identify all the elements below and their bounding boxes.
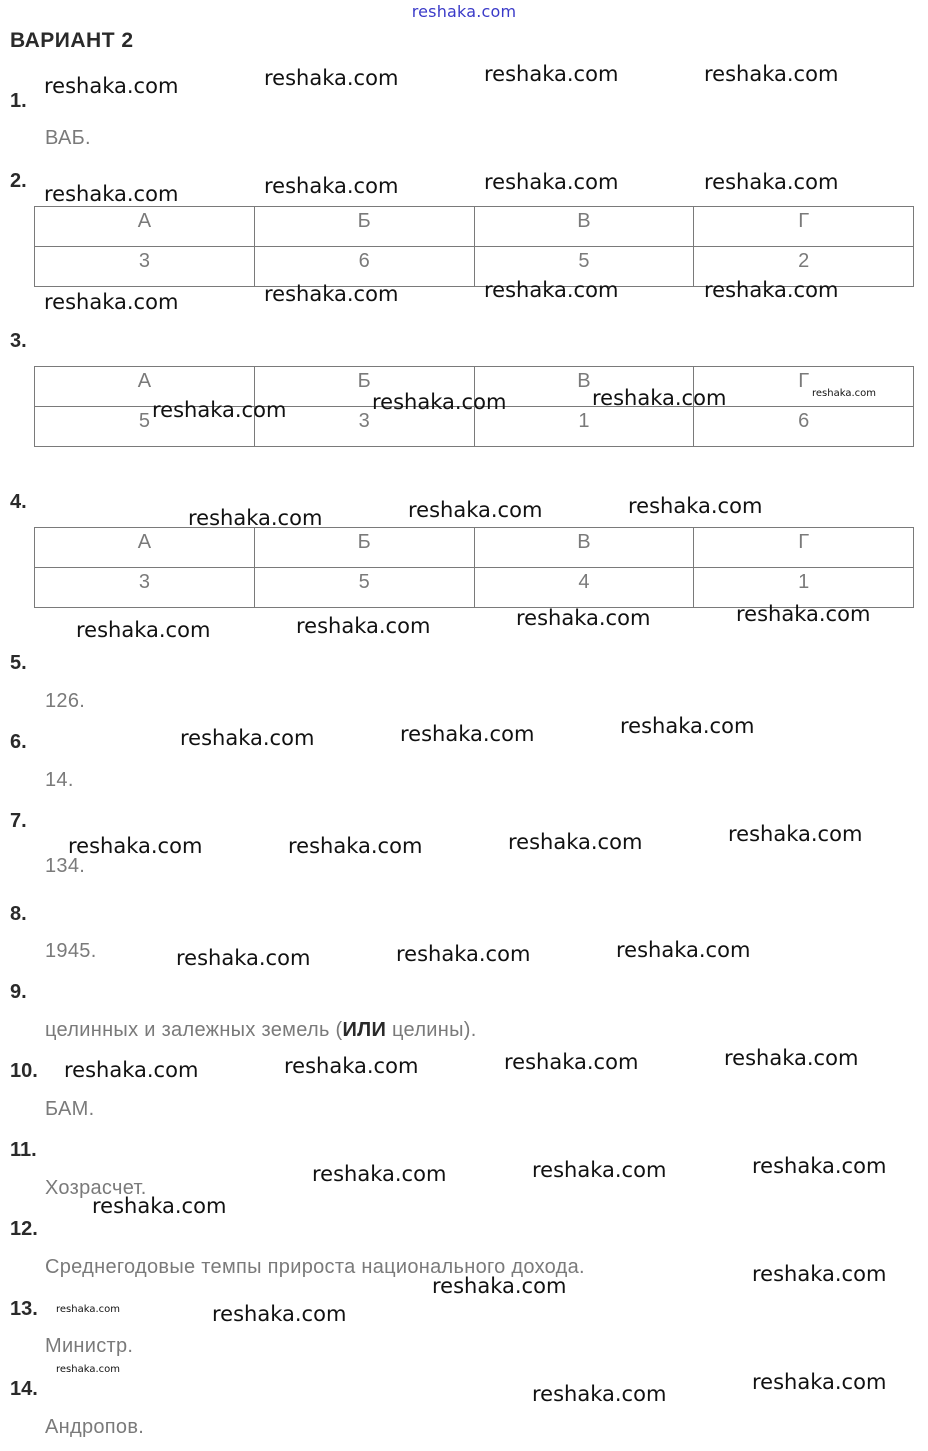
watermark: reshaka.com	[504, 1050, 639, 1074]
question-number: 5.	[10, 652, 27, 674]
watermark: reshaka.com	[396, 942, 531, 966]
table-header-row	[35, 207, 914, 247]
question-number: 10.	[10, 1060, 38, 1082]
table-header-cell: В	[474, 367, 694, 407]
watermark: reshaka.com	[724, 1046, 859, 1070]
table-header-cell: Г	[694, 207, 914, 247]
table-cell: 5	[35, 407, 255, 447]
answer-table	[34, 206, 914, 287]
watermark: reshaka.com	[44, 74, 179, 98]
watermark-small: reshaka.com	[812, 388, 876, 399]
question-number: 13.	[10, 1298, 38, 1320]
watermark: reshaka.com	[620, 714, 755, 738]
question-number: 3.	[10, 330, 27, 352]
watermark: reshaka.com	[532, 1382, 667, 1406]
answer-text: 134.	[45, 855, 86, 877]
watermark: reshaka.com	[296, 614, 431, 638]
table-header-cell: В	[474, 528, 694, 568]
watermark: reshaka.com	[68, 834, 203, 858]
table-header-cell: В	[474, 207, 694, 247]
watermark: reshaka.com	[408, 498, 543, 522]
watermark: reshaka.com	[432, 1274, 567, 1298]
watermark: reshaka.com	[64, 1058, 199, 1082]
question-number: 6.	[10, 731, 27, 753]
question-number: 7.	[10, 810, 27, 832]
watermark: reshaka.com	[484, 170, 619, 194]
watermark: reshaka.com	[516, 606, 651, 630]
watermark-small: reshaka.com	[56, 1364, 120, 1375]
table-header-row	[35, 528, 914, 568]
watermark: reshaka.com	[288, 834, 423, 858]
table-cell: 6	[694, 407, 914, 447]
page-title: ВАРИАНТ 2	[10, 29, 134, 52]
table-header-cell: Б	[254, 367, 474, 407]
table-header-cell: Б	[254, 528, 474, 568]
answer-text: ВАБ.	[45, 127, 91, 149]
answer-text: Андропов.	[45, 1416, 145, 1438]
table-cell: 3	[35, 568, 255, 608]
watermark: reshaka.com	[752, 1370, 887, 1394]
table-cell: 3	[35, 247, 255, 287]
watermark: reshaka.com	[752, 1262, 887, 1286]
watermark: reshaka.com	[484, 62, 619, 86]
site-header-link[interactable]: reshaka.com	[411, 2, 517, 21]
question-number: 1.	[10, 90, 27, 112]
table-cell: 5	[254, 568, 474, 608]
table-cell: 4	[474, 568, 694, 608]
question-number: 9.	[10, 981, 27, 1003]
table-header-cell: Г	[694, 367, 914, 407]
watermark: reshaka.com	[752, 1154, 887, 1178]
table-cell: 5	[474, 247, 694, 287]
answer-text: БАМ.	[45, 1098, 95, 1120]
watermark: reshaka.com	[180, 726, 315, 750]
table-cell: 3	[254, 407, 474, 447]
answer-text	[45, 1019, 477, 1042]
answer-text: 126.	[45, 690, 86, 712]
watermark: reshaka.com	[728, 822, 863, 846]
watermark-small: reshaka.com	[56, 1304, 120, 1315]
watermark: reshaka.com	[508, 830, 643, 854]
watermark: reshaka.com	[264, 174, 399, 198]
answer-text: Министр.	[45, 1335, 134, 1357]
answer-text: Среднегодовые темпы прироста национального дохода.	[45, 1256, 585, 1278]
answer-text-part: целины).	[386, 1019, 477, 1041]
watermark: reshaka.com	[264, 282, 399, 306]
answer-text: 1945.	[45, 940, 97, 962]
question-number: 11.	[10, 1139, 37, 1161]
answer-text-bold: ИЛИ	[342, 1019, 387, 1041]
watermark: reshaka.com	[400, 722, 535, 746]
table-header-cell: А	[35, 528, 255, 568]
watermark: reshaka.com	[284, 1054, 419, 1078]
question-number: 8.	[10, 903, 27, 925]
watermark: reshaka.com	[628, 494, 763, 518]
table-header-cell: Г	[694, 528, 914, 568]
watermark: reshaka.com	[152, 398, 287, 422]
watermark: reshaka.com	[264, 66, 399, 90]
table-cell: 2	[694, 247, 914, 287]
watermark: reshaka.com	[704, 170, 839, 194]
watermark: reshaka.com	[532, 1158, 667, 1182]
watermark: reshaka.com	[176, 946, 311, 970]
watermark: reshaka.com	[372, 390, 507, 414]
answer-table	[34, 527, 914, 608]
answer-text: 14.	[45, 769, 74, 791]
watermark: reshaka.com	[484, 278, 619, 302]
question-number: 2.	[10, 170, 27, 192]
watermark: reshaka.com	[44, 290, 179, 314]
answer-text: Хозрасчет.	[45, 1177, 147, 1199]
table-cell: 1	[474, 407, 694, 447]
watermark: reshaka.com	[704, 62, 839, 86]
watermark: reshaka.com	[92, 1194, 227, 1218]
watermark: reshaka.com	[592, 386, 727, 410]
watermark: reshaka.com	[616, 938, 751, 962]
question-number: 14.	[10, 1378, 38, 1400]
question-number: 4.	[10, 491, 27, 513]
table-header-cell: А	[35, 367, 255, 407]
watermark: reshaka.com	[44, 182, 179, 206]
watermark: reshaka.com	[736, 602, 871, 626]
table-cell: 1	[694, 568, 914, 608]
watermark: reshaka.com	[188, 506, 323, 530]
question-number: 12.	[10, 1218, 38, 1240]
table-header-cell: Б	[254, 207, 474, 247]
answer-text-part: целинных и залежных земель (	[45, 1019, 343, 1041]
table-header-cell: А	[35, 207, 255, 247]
table-cell: 6	[254, 247, 474, 287]
watermark: reshaka.com	[312, 1162, 447, 1186]
watermark: reshaka.com	[704, 278, 839, 302]
watermark: reshaka.com	[212, 1302, 347, 1326]
watermark: reshaka.com	[76, 618, 211, 642]
